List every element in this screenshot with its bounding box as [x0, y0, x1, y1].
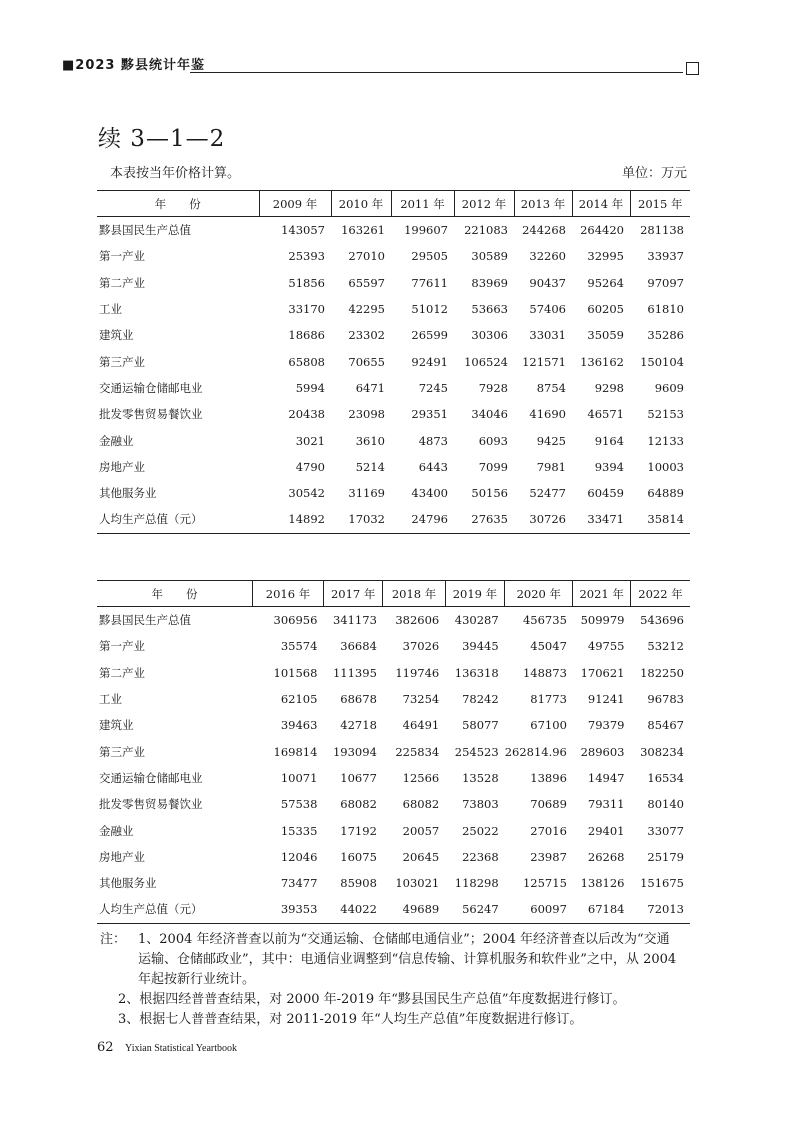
table-cell: 3021: [295, 433, 325, 448]
table-cell: 15335: [280, 823, 318, 838]
note-text: 运输、仓储邮政业”，其中：电通信业调整到“信息传输、计算机服务和软件业”之中，从 2004: [138, 952, 677, 967]
table-row: [97, 480, 690, 506]
table-cell: 456735: [522, 613, 567, 628]
table-cell: 26268: [587, 849, 625, 864]
table-cell: 35574: [280, 639, 318, 654]
table-cell: 138126: [580, 876, 625, 891]
table-cell: 264420: [580, 223, 624, 238]
table-cell: 81773: [530, 692, 567, 707]
table-cell: 18686: [288, 328, 325, 343]
table-cell: 61810: [647, 302, 684, 317]
table-cell: 10003: [647, 459, 684, 474]
table-cell: 49755: [587, 639, 625, 654]
table-cell: 23302: [348, 328, 385, 343]
table-cell: 49689: [383, 896, 445, 923]
column-header-year: 2014 年: [572, 191, 630, 217]
table-cell: 148873: [522, 665, 567, 680]
table-cell: 281138: [640, 223, 684, 238]
table-cell: 193094: [332, 744, 377, 759]
table-cell: 6093: [478, 433, 508, 448]
row-label: 其他服务业: [99, 876, 157, 891]
row-label: 第二产业: [99, 275, 145, 290]
table-cell: 13896: [530, 770, 567, 785]
table-cell: 7928: [478, 380, 508, 395]
table-cell: 33170: [288, 302, 325, 317]
row-label: 房地产业: [99, 849, 145, 864]
table-cell: 17192: [340, 823, 377, 838]
table-cell: 65597: [348, 275, 385, 290]
table-cell: 509979: [580, 613, 625, 628]
table-cell: 51856: [288, 275, 325, 290]
table-cell: 27635: [454, 506, 514, 533]
table-cell: 25022: [462, 823, 499, 838]
row-label: 建筑业: [99, 718, 134, 733]
table-cell: 6443: [418, 459, 448, 474]
column-header-year: 2016 年: [253, 581, 324, 607]
table-cell: 79379: [587, 718, 625, 733]
table-cell: 79311: [587, 797, 625, 812]
table-cell: 30306: [471, 328, 508, 343]
table-cell: 22368: [462, 849, 499, 864]
table-row: [97, 712, 690, 738]
table-row: [97, 633, 690, 659]
column-header-year: 2018 年: [383, 581, 445, 607]
table-cell: 7981: [536, 459, 566, 474]
table-cell: 543696: [640, 613, 684, 628]
table-cell: 33937: [647, 249, 684, 264]
table-cell: 53663: [471, 302, 508, 317]
table-cell: 29351: [411, 407, 448, 422]
table-cell: 10677: [340, 770, 377, 785]
table-cell: 62105: [280, 692, 318, 707]
table-cell: 78242: [462, 692, 499, 707]
row-label: 第三产业: [99, 354, 145, 369]
row-label: 黟县国民生产总值: [99, 613, 191, 628]
table-cell: 101568: [273, 665, 318, 680]
table-row: [97, 454, 690, 480]
table-cell: 20057: [402, 823, 440, 838]
table-cell: 143057: [281, 223, 325, 238]
table-cell: 34046: [471, 407, 508, 422]
table-cell: 30726: [514, 506, 572, 533]
table-title: 续 3—1—2: [98, 126, 226, 152]
unit-label: 单位：万元: [621, 166, 687, 181]
table-row: [97, 296, 690, 322]
table-cell: 67184: [573, 896, 631, 923]
table-cell: 33077: [647, 823, 684, 838]
table-cell: 67100: [530, 718, 567, 733]
table-cell: 56247: [445, 896, 504, 923]
table-cell: 16075: [340, 849, 377, 864]
row-label: 建筑业: [99, 328, 134, 343]
column-header-year: 2012 年: [454, 191, 514, 217]
table-cell: 9394: [594, 459, 624, 474]
table-cell: 35059: [587, 328, 624, 343]
table-cell: 73803: [462, 797, 499, 812]
table-cell: 121571: [522, 354, 566, 369]
page-footer: [97, 1040, 237, 1055]
table-cell: 7245: [418, 380, 448, 395]
header-title: ■2023 黟县统计年鉴: [62, 58, 205, 73]
table-row: [97, 896, 690, 923]
table-cell: 60097: [505, 896, 573, 923]
table-row: [97, 660, 690, 686]
row-label: 第二产业: [99, 665, 145, 680]
row-label: 黟县国民生产总值: [99, 223, 191, 238]
table-cell: 221083: [464, 223, 508, 238]
table-cell: 46491: [402, 718, 440, 733]
table-cell: 92491: [411, 354, 448, 369]
table-row: [97, 765, 690, 791]
table-cell: 254523: [454, 744, 499, 759]
table-cell: 33471: [572, 506, 630, 533]
table-cell: 8754: [536, 380, 566, 395]
table-cell: 9164: [594, 433, 624, 448]
table-row: [97, 375, 690, 401]
table-cell: 9425: [536, 433, 566, 448]
table-cell: 111395: [332, 665, 377, 680]
table-note: 本表按当年价格计算。: [110, 166, 241, 181]
note-text: 1、2004 年经济普查以前为“交通运输、仓储邮电通信业”；2004 年经济普查以后改为“交通: [138, 932, 670, 947]
table-cell: 35814: [630, 506, 690, 533]
table-cell: 44022: [323, 896, 382, 923]
table-cell: 14947: [587, 770, 625, 785]
table-cell: 27010: [348, 249, 385, 264]
table-row: [97, 791, 690, 817]
table-cell: 23987: [530, 849, 567, 864]
table-cell: 182250: [640, 665, 684, 680]
table-row: [97, 401, 690, 427]
table-cell: 51012: [411, 302, 448, 317]
table-cell: 14892: [259, 506, 331, 533]
table-cell: 306956: [273, 613, 318, 628]
table-cell: 72013: [630, 896, 690, 923]
table-cell: 16534: [647, 770, 684, 785]
row-label: 交通运输仓储邮电业: [99, 380, 203, 395]
table-cell: 57406: [529, 302, 566, 317]
table-cell: 46571: [587, 407, 624, 422]
table-cell: 96783: [647, 692, 684, 707]
table-cell: 25393: [288, 249, 325, 264]
row-label: 第一产业: [99, 249, 145, 264]
table-cell: 26599: [411, 328, 448, 343]
table-cell: 36684: [340, 639, 377, 654]
table-cell: 95264: [587, 275, 624, 290]
table-cell: 9298: [594, 380, 624, 395]
table-cell: 60459: [587, 486, 624, 501]
row-label: 批发零售贸易餐饮业: [99, 797, 203, 812]
row-label: 批发零售贸易餐饮业: [99, 407, 203, 422]
header-rule: [190, 72, 683, 73]
table-cell: 58077: [462, 718, 499, 733]
column-header-year: 2011 年: [391, 191, 454, 217]
table-cell: 289603: [580, 744, 625, 759]
table-cell: 136318: [454, 665, 499, 680]
table-cell: 43400: [411, 486, 448, 501]
table-cell: 170621: [580, 665, 625, 680]
table-cell: 52477: [529, 486, 566, 501]
table-cell: 39463: [280, 718, 318, 733]
table-cell: 83969: [471, 275, 508, 290]
table-cell: 150104: [640, 354, 684, 369]
table-cell: 308234: [640, 744, 684, 759]
table-row: [97, 217, 690, 244]
table-cell: 90437: [529, 275, 566, 290]
table-cell: 12133: [647, 433, 684, 448]
table-cell: 262814.96: [504, 744, 567, 759]
table-cell: 57538: [280, 797, 318, 812]
table-cell: 225834: [395, 744, 440, 759]
table-cell: 12046: [280, 849, 318, 864]
row-label: 其他服务业: [99, 486, 157, 501]
table-cell: 68082: [340, 797, 377, 812]
row-label: 金融业: [99, 433, 134, 448]
note-item: 3、根据七人普普查结果，对 2011-2019 年“人均生产总值”年度数据进行修订。: [118, 1012, 583, 1027]
column-header-label: 年 份: [97, 581, 253, 607]
table-cell: 91241: [587, 692, 625, 707]
table-cell: 151675: [640, 876, 684, 891]
table-cell: 119746: [395, 665, 440, 680]
table-cell: 382606: [395, 613, 440, 628]
table-row: [97, 506, 690, 533]
column-header-year: 2020 年: [505, 581, 573, 607]
table-cell: 65808: [288, 354, 325, 369]
table-cell: 32260: [529, 249, 566, 264]
table-cell: 103021: [395, 876, 440, 891]
table-cell: 73477: [280, 876, 318, 891]
column-header-year: 2022 年: [630, 581, 690, 607]
table-cell: 125715: [522, 876, 567, 891]
table-cell: 52153: [647, 407, 684, 422]
table-cell: 5214: [355, 459, 385, 474]
header-box-icon: [686, 62, 699, 75]
notes: [100, 930, 700, 1030]
table-cell: 199607: [404, 223, 448, 238]
table-cell: 39353: [253, 896, 324, 923]
table-cell: 42295: [348, 302, 385, 317]
table-cell: 169814: [273, 744, 318, 759]
note-item: [100, 930, 700, 950]
table-cell: 10071: [280, 770, 318, 785]
row-label: 房地产业: [99, 459, 145, 474]
table-cell: 80140: [647, 797, 684, 812]
table-cell: 13528: [462, 770, 499, 785]
table-cell: 37026: [402, 639, 440, 654]
table-cell: 23098: [348, 407, 385, 422]
gdp-table-2016-2022: [97, 580, 690, 924]
table-cell: 6471: [355, 380, 385, 395]
table-cell: 32995: [587, 249, 624, 264]
table-cell: 3610: [355, 433, 385, 448]
column-header-year: 2009 年: [259, 191, 331, 217]
table-cell: 106524: [464, 354, 508, 369]
table-cell: 430287: [454, 613, 499, 628]
row-label: 工业: [99, 692, 122, 707]
table-row: [97, 427, 690, 453]
row-label: 第三产业: [99, 744, 145, 759]
table-cell: 53212: [647, 639, 684, 654]
table-header-row: [97, 191, 690, 217]
table-cell: 118298: [454, 876, 499, 891]
table-cell: 25179: [647, 849, 684, 864]
table-header-row: [97, 581, 690, 607]
column-header-year: 2013 年: [514, 191, 572, 217]
table-cell: 30589: [471, 249, 508, 264]
table-cell: 50156: [471, 486, 508, 501]
table-cell: 4873: [418, 433, 448, 448]
table-cell: 70689: [530, 797, 567, 812]
table-row: [97, 870, 690, 896]
table-cell: 39445: [462, 639, 499, 654]
table-cell: 29401: [587, 823, 625, 838]
table-cell: 17032: [331, 506, 391, 533]
column-header-year: 2021 年: [573, 581, 631, 607]
table-row: [97, 348, 690, 374]
table-cell: 341173: [332, 613, 377, 628]
table-cell: 77611: [411, 275, 448, 290]
column-header-year: 2010 年: [331, 191, 391, 217]
table-row: [97, 738, 690, 764]
column-header-label: 年 份: [97, 191, 259, 217]
table-row: [97, 270, 690, 296]
note-prefix: 注：: [100, 932, 127, 947]
row-label: 第一产业: [99, 639, 145, 654]
table-row: [97, 817, 690, 843]
table-cell: 85908: [340, 876, 377, 891]
table-cell: 85467: [647, 718, 684, 733]
column-header-year: 2017 年: [323, 581, 382, 607]
table-cell: 4790: [295, 459, 325, 474]
table-cell: 45047: [530, 639, 567, 654]
table-cell: 73254: [402, 692, 440, 707]
table-cell: 20438: [288, 407, 325, 422]
row-label: 人均生产总值（元）: [97, 896, 253, 923]
table-cell: 35286: [647, 328, 684, 343]
table-cell: 244268: [522, 223, 566, 238]
table-cell: 27016: [530, 823, 567, 838]
row-label: 交通运输仓储邮电业: [99, 770, 203, 785]
note-text: 年起按新行业统计。: [138, 972, 256, 987]
table-cell: 41690: [529, 407, 566, 422]
table-row: [97, 322, 690, 348]
table-cell: 29505: [411, 249, 448, 264]
table-cell: 20645: [402, 849, 440, 864]
gdp-table-2009-2015: [97, 190, 690, 534]
table-cell: 5994: [295, 380, 325, 395]
table-cell: 163261: [341, 223, 385, 238]
running-header: [62, 58, 699, 76]
page-number: 62: [97, 1040, 114, 1055]
row-label: 金融业: [99, 823, 134, 838]
table-row: [97, 844, 690, 870]
table-row: [97, 607, 690, 634]
table-cell: 68082: [402, 797, 440, 812]
table-cell: 24796: [391, 506, 454, 533]
table-cell: 64889: [647, 486, 684, 501]
table-cell: 42718: [340, 718, 377, 733]
table-cell: 68678: [340, 692, 377, 707]
table-row: [97, 686, 690, 712]
table-cell: 31169: [348, 486, 385, 501]
column-header-year: 2015 年: [630, 191, 690, 217]
table-cell: 12566: [402, 770, 440, 785]
table-cell: 97097: [647, 275, 684, 290]
table-cell: 60205: [587, 302, 624, 317]
row-label: 人均生产总值（元）: [97, 506, 259, 533]
column-header-year: 2019 年: [445, 581, 504, 607]
note-item: 2、根据四经普普查结果，对 2000 年-2019 年“黟县国民生产总值”年度数据进行修订。: [118, 992, 626, 1007]
table-cell: 9609: [654, 380, 684, 395]
table-cell: 136162: [580, 354, 624, 369]
book-title: Yixian Statistical Yeartbook: [125, 1043, 237, 1054]
table-cell: 70655: [348, 354, 385, 369]
table-cell: 33031: [529, 328, 566, 343]
table-cell: 30542: [288, 486, 325, 501]
row-label: 工业: [99, 302, 122, 317]
table-row: [97, 243, 690, 269]
table-cell: 7099: [478, 459, 508, 474]
